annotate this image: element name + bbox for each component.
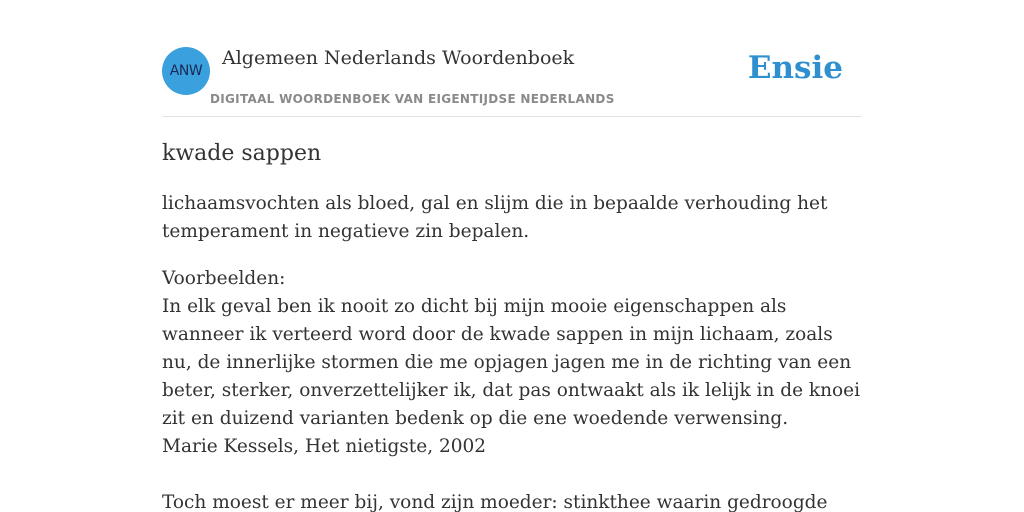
example-quote: In elk geval ben ik nooit zo dicht bij mijn mooie eigenschappen als wanneer ik verteerd word door de kwade sappen in mijn lichaam, zoals nu, de innerlijke stormen die me opjagen jagen me in de richting van een beter, sterker, onverzettelijker ik, dat pas ontwaakt als ik lelijk in de knoei zit en duizend varianten bedenk op die ene woedende verwensing. xyxy=(162,296,861,429)
example-quote: Toch moest er meer bij, vond zijn moeder: stinkthee waarin gedroogde xyxy=(162,492,828,512)
examples-heading: Voorbeelden: xyxy=(162,268,286,289)
site-title[interactable]: Algemeen Nederlands Woordenboek xyxy=(222,47,575,69)
examples-section xyxy=(162,265,862,512)
ensie-brand-logo[interactable]: Ensie xyxy=(747,50,843,86)
entry-content xyxy=(162,138,862,512)
example-item xyxy=(162,293,862,461)
entry-title: kwade sappen xyxy=(162,141,322,166)
anw-logo[interactable]: ANW xyxy=(162,47,210,95)
site-subtitle: DIGITAAL WOORDENBOEK VAN EIGENTIJDSE NEDERLANDS xyxy=(210,92,615,106)
example-item xyxy=(162,489,862,512)
site-header xyxy=(162,46,862,117)
example-source: Marie Kessels, Het nietigste, 2002 xyxy=(162,436,487,457)
entry-definition: lichaamsvochten als bloed, gal en slijm die in bepaalde verhouding het temperament in negatieve zin bepalen. xyxy=(162,193,828,242)
